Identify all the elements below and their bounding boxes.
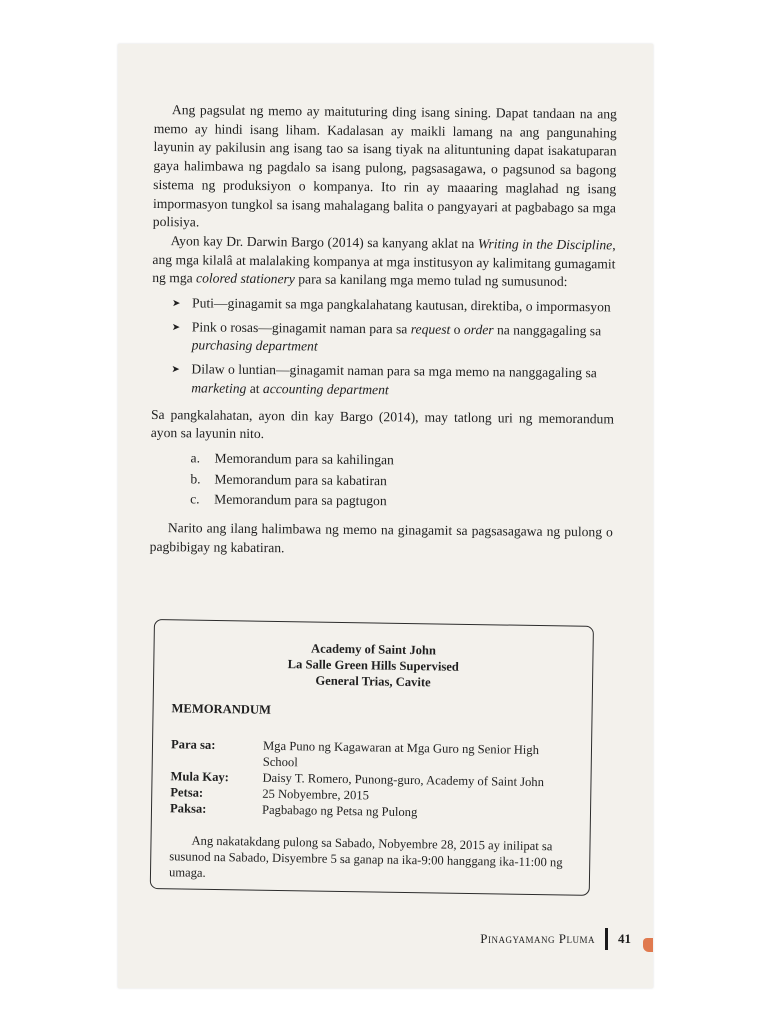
paragraph-memo-intro: Ang pagsulat ng memo ay maituturing ding isang sining. Dapat tandaan na ang memo ay hindi isang liham. Kadalasan ay maikli lamang na ang pangunahing layunin ay pakilusin ang isang tao sa isang tiyak na alituntuning dapat isakatuparan gaya halimbawa ng pagdalo sa isang pulong, pagsasagawa, o pagsunod sa bagong sistema ng produksiyon o kompanya. Ito rin ay maaaring maglahad ng isang impormasyon tungkol sa isang mahalagang balita o pangyayari at pagbabago sa mga polisiya. bbox=[152, 102, 617, 230]
field-label-para-sa: Para sa: bbox=[170, 737, 216, 752]
paragraph-memo-types: Sa pangkalahatan, ayon din kay Bargo (2014), may tatlong uri ng memorandum ayon sa layunin nito. bbox=[150, 406, 615, 442]
memo-example-box bbox=[150, 619, 594, 896]
field-label-petsa: Petsa: bbox=[170, 785, 204, 800]
request-term: request bbox=[410, 321, 451, 337]
school-name: Academy of Saint John bbox=[310, 641, 437, 658]
arrow-bullet-icon: ➤ bbox=[171, 321, 181, 333]
memo-title: MEMORANDUM bbox=[171, 701, 272, 717]
list-item-text: at bbox=[246, 380, 264, 396]
field-label-mula-kay: Mula Kay: bbox=[170, 769, 230, 785]
memo-fields bbox=[170, 736, 573, 822]
marketing-term: marketing bbox=[191, 380, 247, 396]
purchasing-department-term: purchasing department bbox=[191, 337, 318, 355]
field-value-paksa: Pagbabago ng Petsa ng Pulong bbox=[261, 802, 418, 820]
memo-types-list bbox=[150, 449, 614, 514]
list-item-pink bbox=[172, 318, 615, 360]
field-value-mula-kay: Daisy T. Romero, Punong-guro, Academy of Saint John bbox=[262, 770, 545, 790]
list-item-dilaw bbox=[171, 360, 614, 402]
school-location: General Trias, Cavite bbox=[315, 673, 431, 690]
page-footer bbox=[480, 928, 631, 950]
page-content bbox=[150, 101, 617, 561]
list-item-text: Memorandum para sa pagtugon bbox=[214, 491, 387, 509]
list-item-text: Memorandum para sa kahilingan bbox=[214, 450, 394, 468]
list-item-puti bbox=[172, 294, 615, 317]
field-label-paksa: Paksa: bbox=[169, 801, 207, 816]
book-title: Writing in the Discipline bbox=[477, 236, 613, 253]
field-value-petsa: 25 Nobyembre, 2015 bbox=[262, 786, 370, 803]
list-letter: c. bbox=[190, 491, 200, 507]
list-item-text: na nanggagaling sa bbox=[493, 322, 602, 339]
list-letter: b. bbox=[190, 471, 201, 487]
list-item-type-b bbox=[190, 470, 613, 493]
arrow-bullet-icon: ➤ bbox=[172, 298, 181, 310]
list-item-type-a bbox=[190, 449, 613, 472]
school-supervision: La Salle Green Hills Supervised bbox=[287, 657, 459, 674]
memo-body: Ang nakatakdang pulong sa Sabado, Nobyembre 28, 2015 ay inilipat sa susunod na Sabado, Disyembre 5 sa ganap na ika-9:00 hanggang ika-11:00 ng umaga. bbox=[168, 833, 563, 880]
list-item-text: Dilaw o luntian—ginagamit naman para sa mga memo na nanggagaling sa bbox=[191, 361, 597, 381]
memo-school-header bbox=[172, 638, 575, 692]
paragraph-bargo bbox=[152, 232, 616, 293]
colored-stationery-term: colored stationery bbox=[196, 270, 295, 287]
arrow-bullet-icon: ➤ bbox=[171, 364, 180, 376]
list-item-text: o bbox=[450, 321, 464, 337]
stationery-color-list bbox=[151, 294, 615, 402]
field-value-para-sa: Mga Puno ng Kagawaran at Mga Guro ng Senior High School bbox=[262, 738, 540, 770]
order-term: order bbox=[463, 321, 494, 338]
list-letter: a. bbox=[190, 450, 201, 466]
paragraph-bargo-text-3: para sa kanilang mga memo tulad ng sumusunod: bbox=[294, 271, 568, 290]
book-title-footer: Pinagyamang Pluma bbox=[480, 931, 595, 946]
book-page bbox=[118, 44, 653, 988]
paragraph-bargo-text-2: , ang mga kilalâ at malalaking kompanya at mga institusyon ay kalimitang gumagamit ng mga bbox=[152, 237, 616, 286]
page-number: 41 bbox=[618, 931, 631, 946]
accounting-department-term: accounting department bbox=[262, 380, 389, 398]
list-item-text: Memorandum para sa kabatiran bbox=[214, 471, 387, 488]
paragraph-examples: Narito ang ilang halimbawa ng memo na ginagamit sa pagsasagawa ng pulong o pagbibigay ng kabatiran. bbox=[149, 520, 613, 556]
list-item-text: Puti—ginagamit sa mga pangkalahatang kautusan, direktiba, o impormasyon bbox=[191, 295, 611, 315]
paragraph-bargo-text-1: Ayon kay Dr. Darwin Bargo (2014) sa kanyang aklat na bbox=[170, 233, 478, 252]
corner-accent bbox=[643, 938, 653, 952]
list-item-text: Pink o rosas—ginagamit naman para sa bbox=[191, 319, 411, 337]
list-item-type-c bbox=[190, 491, 613, 514]
footer-divider bbox=[605, 928, 608, 950]
